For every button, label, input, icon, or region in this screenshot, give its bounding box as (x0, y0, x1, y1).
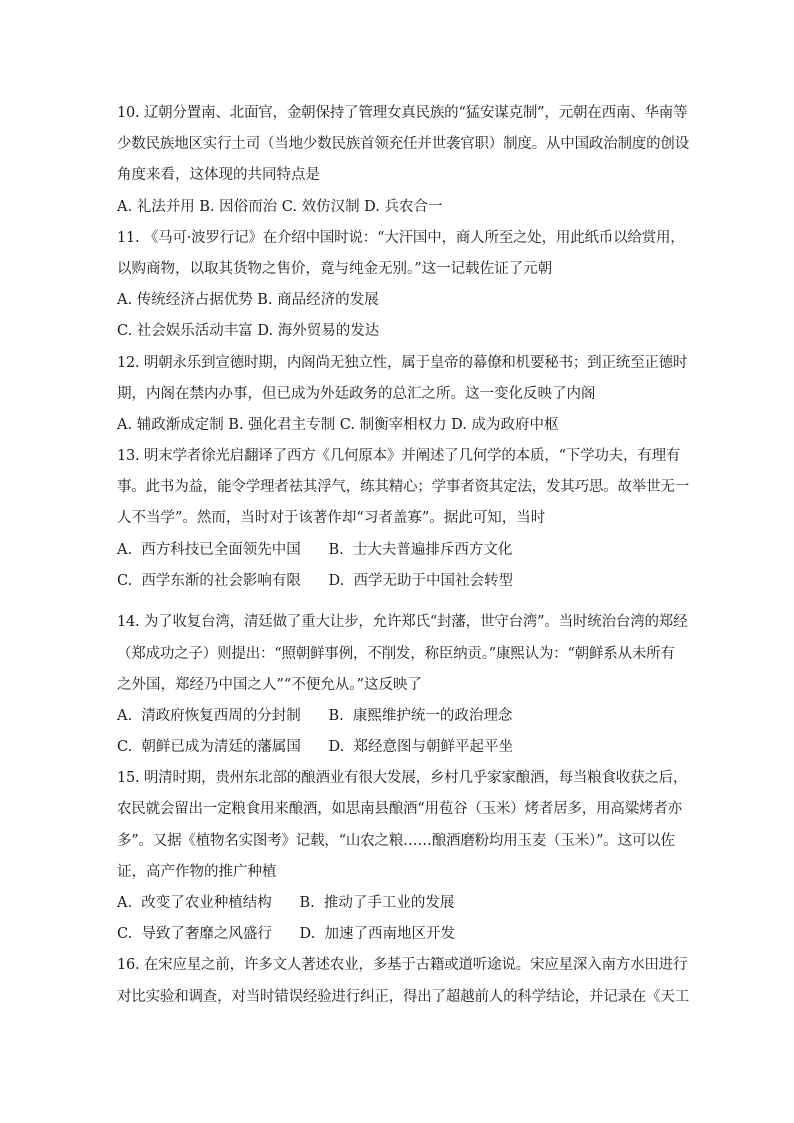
question-text-line: 对比实验和调查，对当时错误经验进行纠正，得出了超越前人的科学结论，并记录在《天工 (117, 989, 689, 1005)
answer-options: A. 礼法并用 B. 因俗而治 C. 效仿汉制 D. 兵农合一 (117, 199, 443, 215)
answer-options: A. 清政府恢复西周的分封制 B. 康熙维护统一的政治理念 (117, 708, 513, 724)
answer-options: C. 导致了奢靡之风盛行 D. 加速了西南地区开发 (117, 926, 455, 942)
question-text-line: 11. 《马可·波罗行记》在介绍中国时说：“大汗国中，商人所至之处，用此纸币以给赏用， (117, 230, 685, 246)
answer-options: A. 改变了农业种植结构 B. 推动了手工业的发展 (117, 895, 455, 911)
question-text-line: 15. 明清时期，贵州东北部的酿酒业有很大发展，乡村几乎家家酿酒，每当粮食收获之后， (117, 770, 688, 786)
question-text-line: 少数民族地区实行土司（当地少数民族首领充任并世袭官职）制度。从中国政治制度的创设 (117, 136, 689, 152)
answer-options: C. 西学东渐的社会影响有限 D. 西学无助于中国社会转型 (117, 573, 513, 589)
question-text-line: （郑成功之子）则提出：“照朝鲜事例，不削发，称臣纳贡。”康熙认为：“朝鲜系从未所有 (117, 646, 675, 662)
question-text-line: 之外国，郑经乃中国之人”“不便允从。”这反映了 (117, 677, 422, 693)
question-text-line: 14. 为了收复台湾，清廷做了重大让步，允许郑氏“封藩，世守台湾”。当时统治台湾的郑经 (117, 614, 688, 630)
question-text-line: 13. 明末学者徐光启翻译了西方《几何原本》并阐述了几何学的本质，“下学功夫，有理有 (117, 448, 681, 464)
answer-options: C. 社会娱乐活动丰富 D. 海外贸易的发达 (117, 323, 380, 339)
question-text-line: 以购商物，以取其货物之售价，竟与纯金无别。”这一记载佐证了元朝 (117, 261, 553, 277)
question-text-line: 10. 辽朝分置南、北面官，金朝保持了管理女真民族的“猛安谋克制”，元朝在西南、华南等 (117, 105, 688, 121)
question-text-line: 12. 明朝永乐到宣德时期，内阁尚无独立性，属于皇帝的幕僚和机要秘书；到正统至正德时 (117, 355, 688, 371)
question-text-line: 证，高产作物的推广种植 (117, 864, 277, 880)
question-text-line: 角度来看，这体现的共同特点是 (117, 167, 320, 183)
answer-options: C. 朝鲜已成为清廷的藩属国 D. 郑经意图与朝鲜平起平坐 (117, 739, 513, 755)
question-text-line: 农民就会留出一定粮食用来酿酒，如思南县酿酒“用苞谷（玉米）烤者居多，用高粱烤者亦 (117, 801, 682, 817)
question-text-line: 事。此书为益，能令学理者祛其浮气，练其精心；学事者资其定法，发其巧思。故举世无一 (117, 479, 689, 495)
answer-options: A. 辅政渐成定制 B. 强化君主专制 C. 制衡宰相权力 D. 成为政府中枢 (117, 417, 559, 433)
question-text-line: 期，内阁在禁内办事，但已成为外廷政务的总汇之所。这一变化反映了内阁 (117, 386, 596, 402)
question-text-line: 人不当学”。然而，当时对于该著作却“习者盖寡”。据此可知，当时 (117, 510, 546, 526)
answer-options: A. 西方科技已全面领先中国 B. 士大夫普遍排斥西方文化 (117, 542, 513, 558)
question-text-line: 16. 在宋应星之前，许多文人著述农业，多基于古籍或道听途说。宋应星深入南方水田进行 (117, 957, 688, 973)
answer-options: A. 传统经济占据优势 B. 商品经济的发展 (117, 292, 379, 308)
question-text-line: 多”。又据《植物名实图考》记载，“山农之粮……酿酒磨粉均用玉麦（玉米）”。这可以佐 (117, 833, 675, 849)
